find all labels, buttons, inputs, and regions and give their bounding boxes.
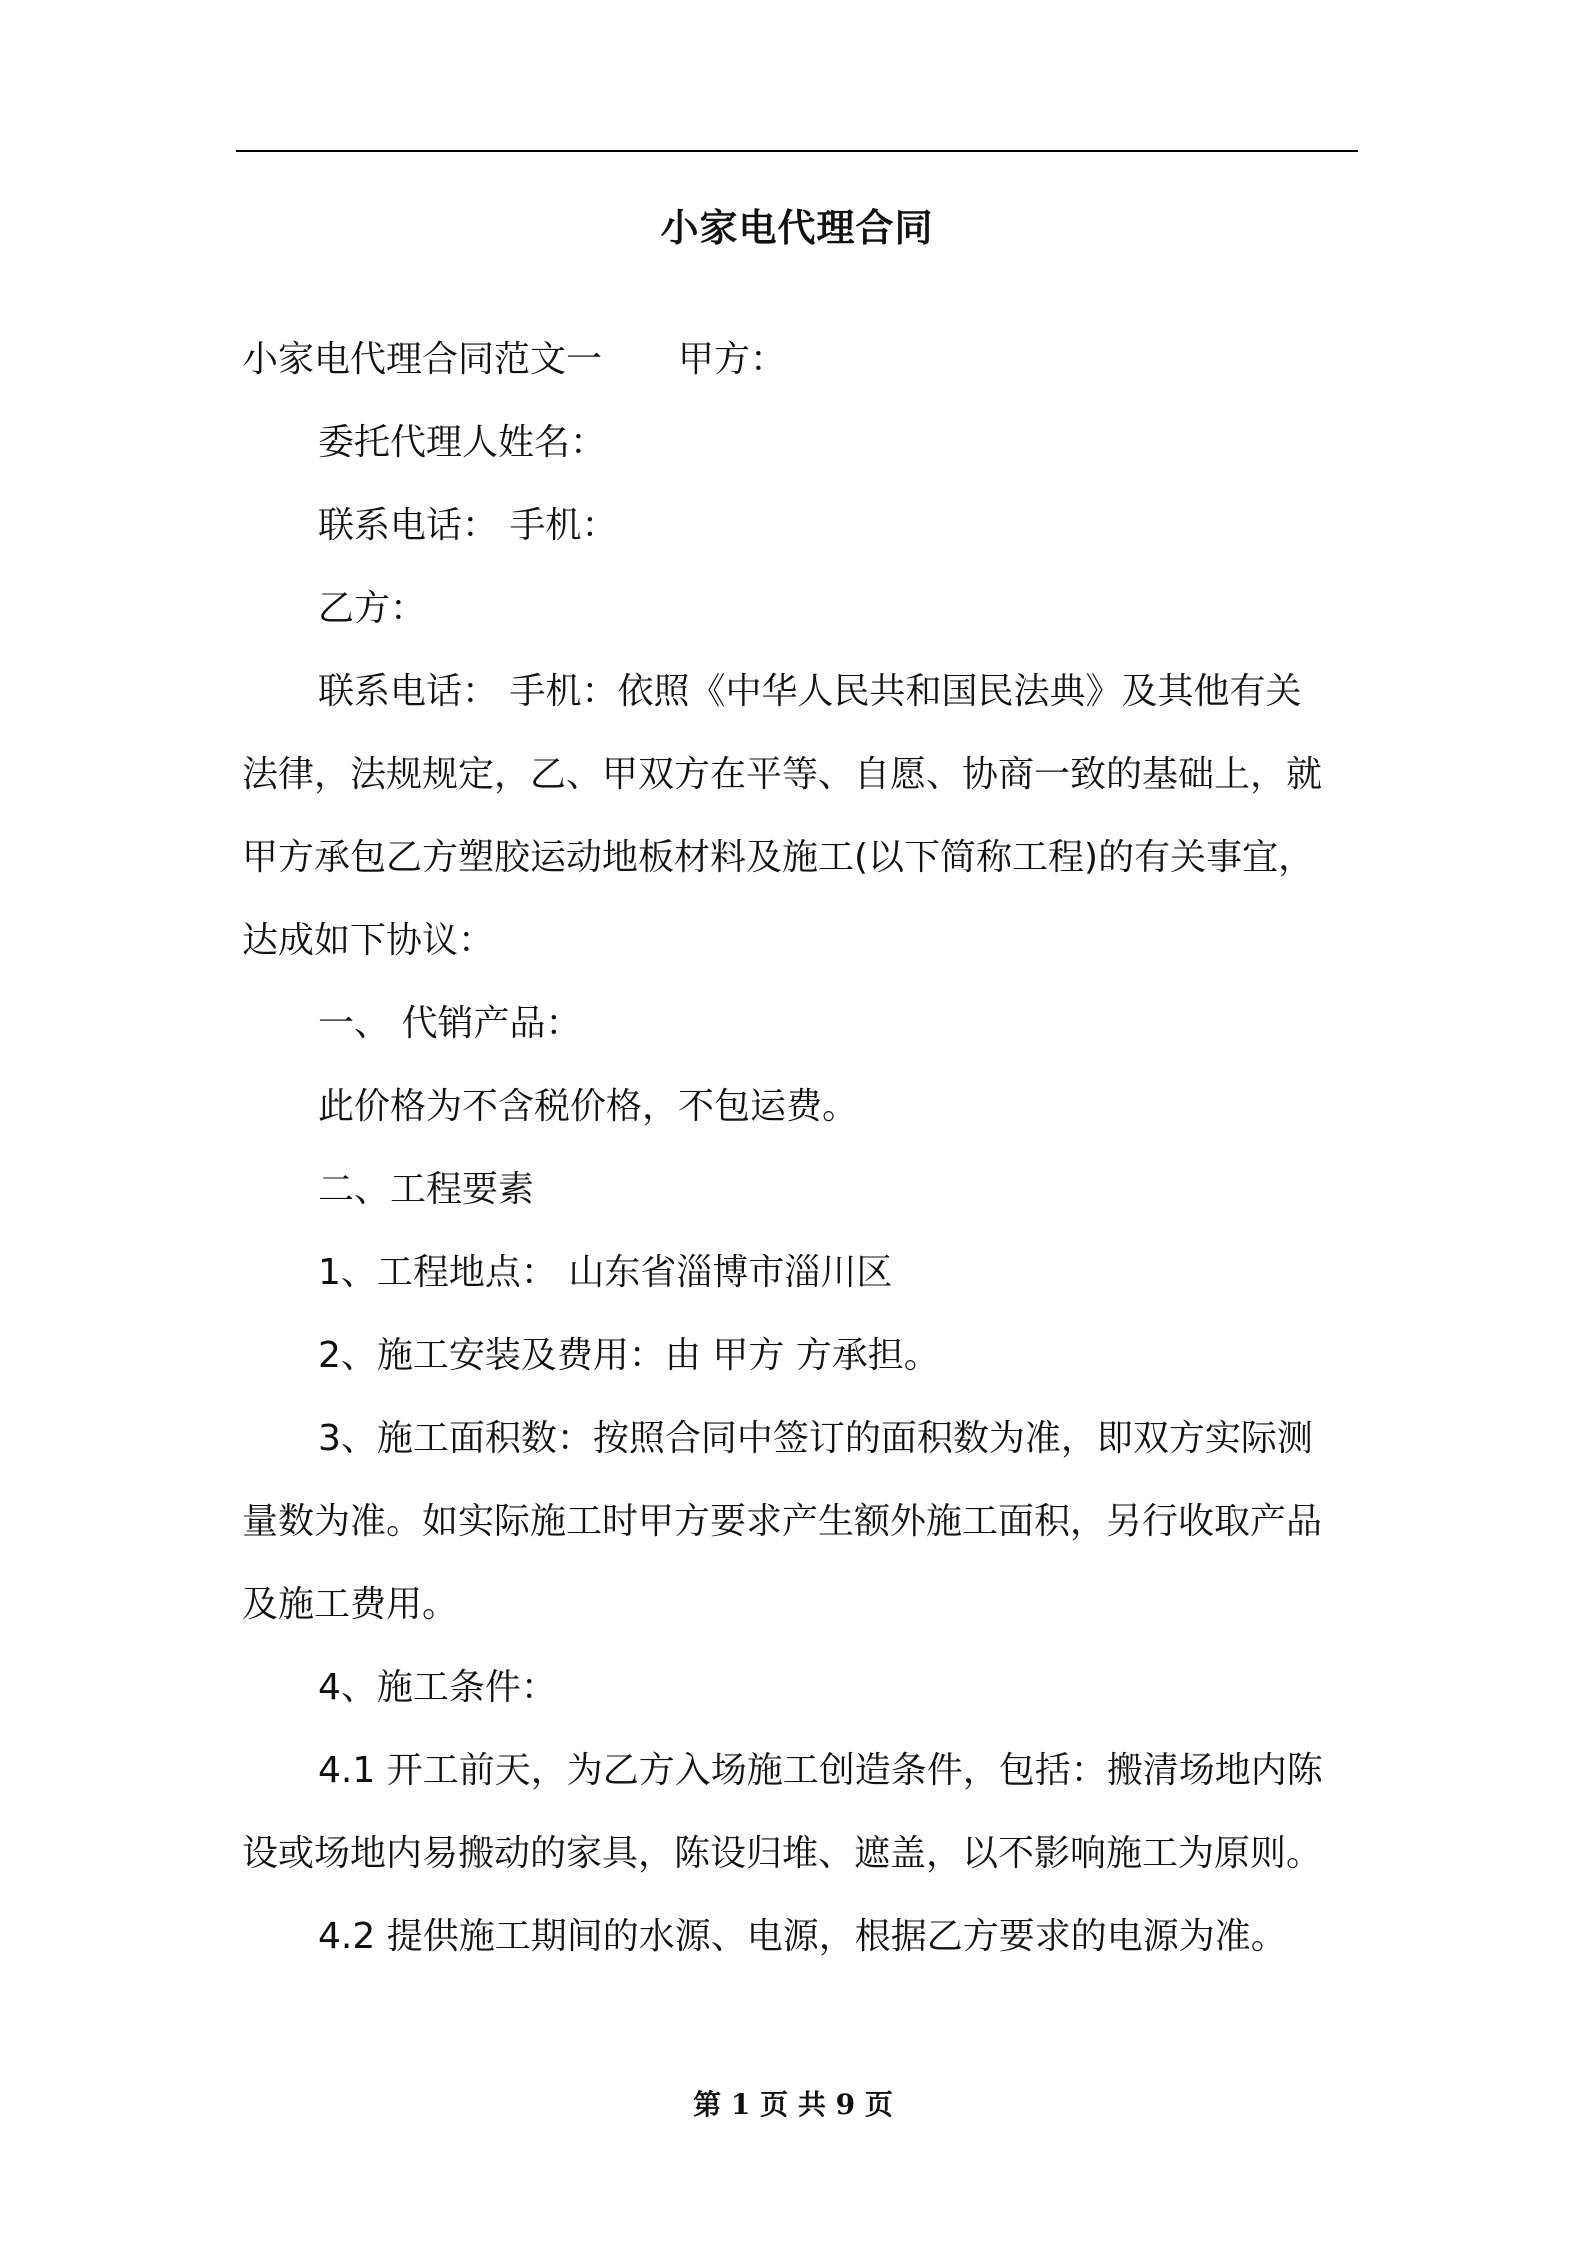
body-line: 达成如下协议：	[242, 920, 495, 961]
body-line: 乙方：	[318, 588, 427, 629]
section-heading: 一、 代销产品：	[318, 1003, 582, 1044]
document-title: 小家电代理合同	[660, 206, 934, 250]
body-line: 甲方承包乙方塑胶运动地板材料及施工(以下简称工程)的有关事宜，	[242, 837, 1315, 878]
party-a-label: 甲方：	[678, 339, 787, 380]
header-rule	[236, 150, 1358, 152]
body-line: 法律，法规规定，乙、甲双方在平等、自愿、协商一致的基础上，就	[242, 754, 1323, 795]
body-line: 联系电话： 手机：	[318, 505, 618, 546]
body-line: 2、施工安装及费用：由 甲方 方承担。	[318, 1335, 940, 1376]
page-number: 第 1 页 共 9 页	[693, 2088, 893, 2121]
intro-heading: 小家电代理合同范文一	[242, 339, 603, 380]
body-line: 委托代理人姓名：	[318, 422, 607, 463]
body-line	[242, 318, 1360, 401]
document-body	[242, 318, 1360, 1978]
body-line: 4.1 开工前天，为乙方入场施工创造条件，包括：搬清场地内陈	[318, 1750, 1323, 1791]
body-line: 此价格为不含税价格，不包运费。	[318, 1086, 859, 1127]
body-line: 4、施工条件：	[318, 1667, 557, 1708]
body-line: 3、施工面积数：按照合同中签订的面积数为准，即双方实际测	[318, 1418, 1313, 1459]
body-line: 4.2 提供施工期间的水源、电源，根据乙方要求的电源为准。	[318, 1916, 1287, 1957]
body-line: 设或场地内易搬动的家具，陈设归堆、遮盖，以不影响施工为原则。	[242, 1833, 1323, 1874]
body-line: 联系电话： 手机：依照《中华人民共和国民法典》及其他有关	[318, 671, 1302, 712]
body-line: 1、工程地点： 山东省淄博市淄川区	[318, 1252, 893, 1293]
section-heading: 二、工程要素	[318, 1169, 535, 1210]
body-line: 及施工费用。	[242, 1584, 459, 1625]
body-line: 量数为准。如实际施工时甲方要求产生额外施工面积，另行收取产品	[242, 1501, 1323, 1542]
